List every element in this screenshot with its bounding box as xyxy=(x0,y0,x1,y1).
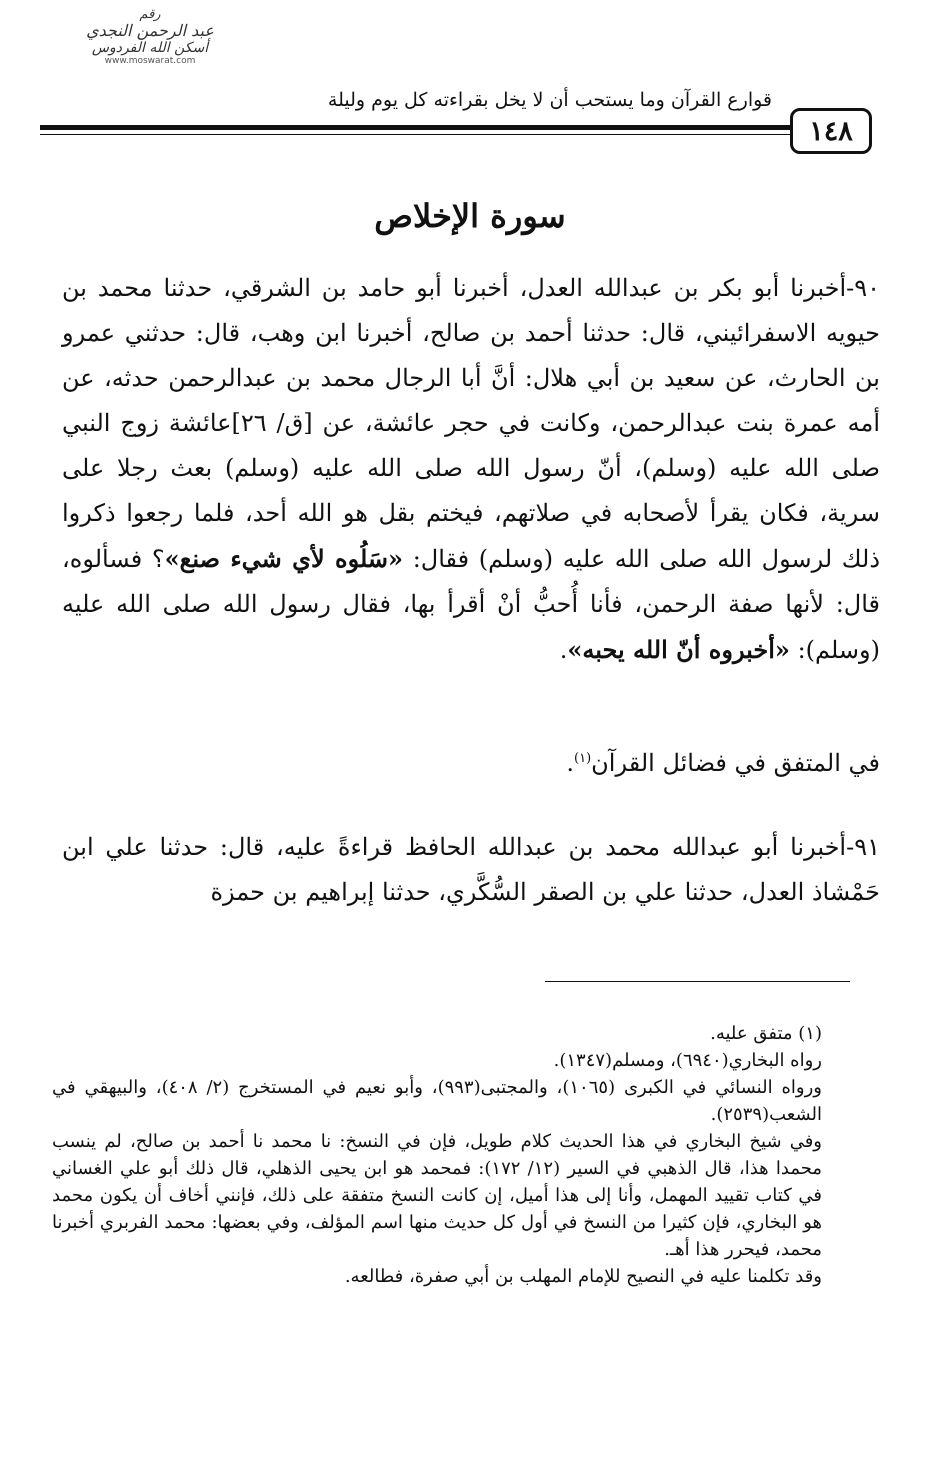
stamp-line-3: أسكن الله الفردوس xyxy=(91,40,209,56)
stamp-line-2: عبد الرحمن النجدي xyxy=(86,21,214,40)
source-note-end: . xyxy=(566,749,575,777)
footnote-line: وفي شيخ البخاري في هذا الحديث كلام طويل، فإن في النسخ: نا محمد نا أحمد بن صالح، لم ينسب محمدا هذا، قال الذهبي في السير (١٢/ ١٧٢): فمحمد هو ابن يحيى الذهلي، قال ذلك أبو علي الغساني في كتاب تقييد المهمل، وأنا إلى هذا أميل، إن كانت النسخ متفقة على ذلك، فإنني أخاف أن يكون محمد هو البخاري، فإن كثيرا من النسخ في أول كل حديث منها اسم المؤلف، وفي بعضها: محمد الفربري أخبرنا محمد، فيحرر هذا أهـ. xyxy=(52,1131,823,1260)
page-number-box xyxy=(790,108,872,154)
stamp-line-1: رقم xyxy=(139,7,161,22)
footnote-line: رواه البخاري(٦٩٤٠)، ومسلم(١٣٤٧). xyxy=(553,1050,822,1071)
running-header-title: قوارع القرآن وما يستحب أن لا يخل بقراءته كل يوم وليلة xyxy=(327,89,772,111)
header-rule-thick xyxy=(40,125,790,130)
footnotes xyxy=(52,1020,822,1290)
hadith-91-paragraph: ٩١-أخبرنا أبو عبدالله محمد بن عبدالله الحافظ قراءةً عليه، قال: حدثنا علي ابن حَمْشاذ العدل، حدثنا علي بن الصقر السُّكَّري، حدثنا إبراهيم بن حمزة xyxy=(62,833,880,906)
footnote-line: ورواه النسائي في الكبرى (١٠٦٥)، والمجتبى(٩٩٣)، وأبو نعيم في المستخرج (٢/ ٤٠٨)، والبيهقي في الشعب(٢٥٣٩). xyxy=(52,1077,822,1125)
footnote-separator xyxy=(545,981,850,982)
hadith-90-text-1: ٩٠-أخبرنا أبو بكر بن عبدالله العدل، أخبرنا أبو حامد بن الشرقي، حدثنا محمد بن حيويه الاسفرائيني، قال: حدثنا أحمد بن صالح، أخبرنا ابن وهب، قال: حدثني عمرو بن الحارث، عن سعيد بن أبي هلال: أنَّ أبا الرجال محمد بن عبدالرحمن حدثه، عن أمه عمرة بنت عبدالرحمن، وكانت في حجر عائشة، عن [ق/ ٢٦]عائشة زوج النبي صلى الله عليه (وسلم)، أنّ رسول الله صلى الله عليه (وسلم) بعث رجلا على سرية، فكان يقرأ لأصحابه في صلاتهم، فيختم بقل هو الله أحد، فلما رجعوا ذكروا ذلك لرسول الله صلى الله عليه (وسلم) فقال: xyxy=(62,274,881,573)
hadith-90-quote-2: «أخبروه أنّ الله يحبه» xyxy=(567,635,790,664)
hadith-90-quote-1: «سَلُوه لأي شيء صنع» xyxy=(164,544,404,573)
source-note-paragraph xyxy=(62,736,880,786)
watermark-stamp xyxy=(50,8,250,67)
footnote-line: (١) متفق عليه. xyxy=(710,1023,822,1044)
footnote-line: وقد تكلمنا عليه في النصيح للإمام المهلب بن أبي صفرة، فطالعه. xyxy=(344,1266,822,1287)
hadith-90-paragraph xyxy=(62,266,880,673)
hadith-90-end: . xyxy=(559,636,568,664)
sura-title: سورة الإخلاص xyxy=(374,197,566,235)
header-rule-thin xyxy=(40,134,790,135)
footnote-reference: (١) xyxy=(574,751,592,766)
source-note-text: في المتفق في فضائل القرآن xyxy=(591,749,880,777)
page-number: ١٤٨ xyxy=(809,115,853,147)
hadith-90-text-2: ؟ فسألوه، قال: لأنها صفة الرحمن، فأنا أُحبُّ أنْ أقرأ بها، فقال رسول الله صلى الله عليه (وسلم): xyxy=(62,545,880,664)
stamp-url: www.moswarat.com xyxy=(104,56,196,66)
